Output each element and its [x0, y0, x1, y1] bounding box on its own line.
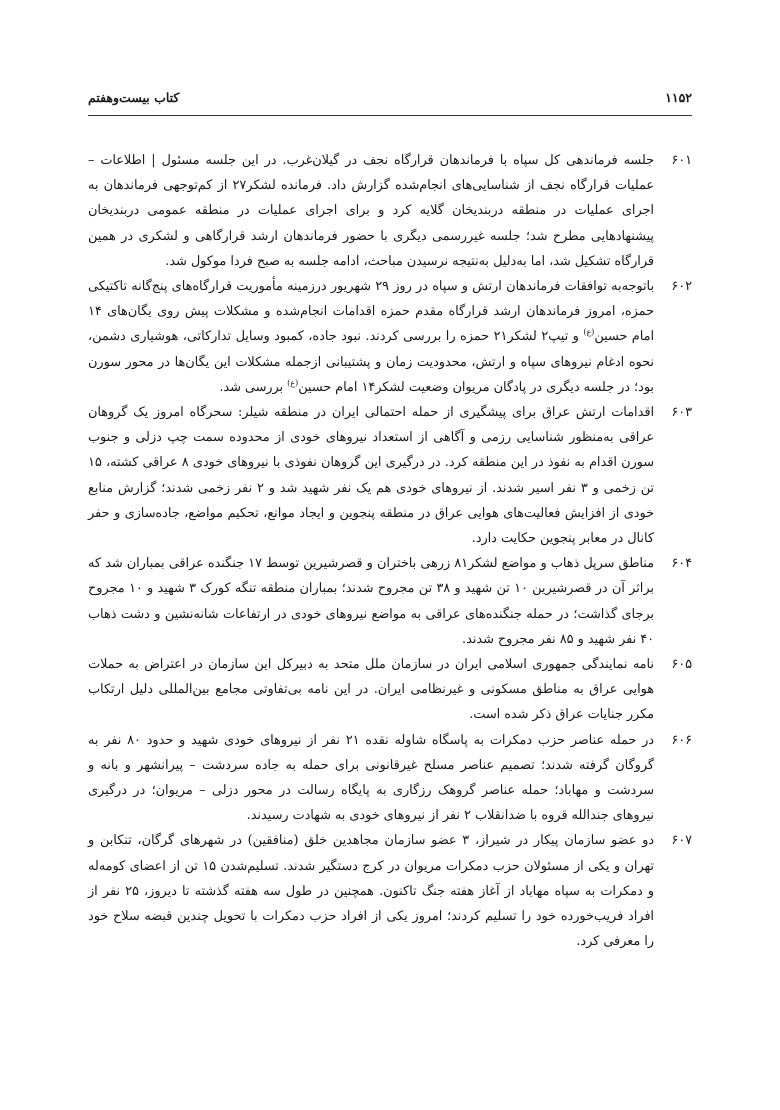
entry-text-part: باتوجه‌به توافقات فرماندهان ارتش و سپاه در روز ۲۹ شهریور درزمینه مأموریت قرارگاه‌های پنج‌گانه تاکتیکی حمزه، امروز فرماندهان ارشد قرارگاه مقدم حمزه اقدامات انجام‌شده و مشکلات پیش روی یگان‌های ۱۴ امام حسین [88, 279, 655, 345]
entry-604 [88, 551, 692, 652]
entry-603 [88, 400, 692, 551]
book-title: کتاب بیست‌وهفتم [88, 90, 180, 105]
entry-number: ۶۰۴ [671, 556, 692, 572]
entry-number: ۶۰۵ [671, 657, 692, 673]
entry-602 [88, 274, 692, 400]
entry-number: ۶۰۷ [671, 833, 692, 849]
entry-601 [88, 148, 692, 274]
entry-text: جلسه فرماندهی کل سپاه با فرماندهان قرارگاه نجف در گیلان‌غرب. در این جلسه مسئول | اطلاعات – عملیات قرارگاه نجف از شناسایی‌های انجام‌شده گزارش داد. فرمانده لشکر۲۷ از کم‌توجهی فرماندهان به اجرای عملیات در منطقه دربندیخان گلایه کرد و برای اجرای عملیات در منطقه عمومی دربندیخان پیشنهادهایی مطرح شد؛ جلسه غیررسمی دیگری با حضور فرماندهان ارشد قرارگاهی و لشکری در همین قرارگاه تشکیل شد، اما به‌دلیل به‌نتیجه نرسیدن مباحث، ادامه جلسه به صبح فردا موکول شد. [88, 153, 654, 269]
entry-number: ۶۰۳ [671, 405, 692, 421]
entry-text: اقدامات ارتش عراق برای پیشگیری از حمله احتمالی ایران در منطقه شیلر: سحرگاه امروز یک گروهان عراقی به‌منظور شناسایی رزمی و آگاهی از استعداد نیروهای خودی از محدوده سمت چپ دزلی و جنوب سورن اقدام به نفوذ در این منطقه کرد. در درگیری این گروهان نفوذی با نیروهای خودی ۸ عراقی کشته، ۱۵ تن زخمی و ۳ نفر اسیر شدند. از نیروهای خودی هم یک نفر شهید شد و ۲ نفر زخمی شدند؛ گزارش منابع خودی از افزایش فعالیت‌های هوایی عراق در منطقه پنجوین و ایجاد موانع، تحکیم مواضع، جاده‌سازی و حفر کانال در معابر پنجوین حکایت دارد. [88, 405, 654, 547]
entry-text-part: بررسی شد. [219, 379, 288, 395]
entry-text: مناطق سرپل ذهاب و مواضع لشکر۸۱ زرهی باختران و قصرشیرین توسط ۱۷ جنگنده عراقی بمباران شد که براثر آن در قصرشیرین ۱۰ تن شهید و ۳۸ تن مجروح شدند؛ بمباران منطقه تنگه کورک ۳ شهید و ۱۰ مجروح برجای گذاشت؛ در حمله جنگنده‌های عراقی به مواضع نیروهای خودی در ارتفاعات شانه‌نشین و دشت ذهاب ۴۰ نفر شهید و ۸۵ نفر مجروح شدند. [88, 556, 655, 647]
entry-607 [88, 828, 692, 954]
honorific-superscript: (ع) [287, 378, 299, 388]
entry-text: نامه نمایندگی جمهوری اسلامی ایران در سازمان ملل متحد به دبیرکل این سازمان در اعتراض به حملات هوایی عراق به مناطق مسکونی و غیرنظامی ایران. در این نامه بی‌تفاوتی مجامع بین‌المللی دلیل ارتکاب مکرر جنایات عراق ذکر شده است. [88, 657, 654, 723]
page-header [88, 86, 692, 112]
chronology-entries [88, 148, 692, 955]
entry-number: ۶۰۲ [671, 279, 692, 295]
header-divider [88, 115, 692, 116]
entry-text-part: و تیپ۲ لشکر۲۱ حمزه را بررسی کردند. نبود جاده، کمبود وسایل تدارکاتی، هوشیاری دشمن، نحوه ادغام نیروهای سپاه و ارتش، محدودیت زمان و پشتیبانی ازجمله مشکلات این یگان‌ها در محور سورن بود؛ در جلسه دیگری در پادگان مریوان وضعیت لشکر۱۴ امام حسین [88, 329, 654, 395]
entry-605 [88, 652, 692, 728]
honorific-superscript: (ع) [583, 328, 595, 338]
page-number: ۱۱۵۲ [665, 90, 692, 105]
entry-606 [88, 728, 692, 829]
entry-number: ۶۰۱ [671, 153, 692, 168]
entry-text: دو عضو سازمان پیکار در شیراز، ۳ عضو سازمان مجاهدین خلق (منافقین) در شهرهای گرگان، تنکابن و تهران و یکی از مسئولان حزب دمکرات مریوان در کرج دستگیر شدند. تسلیم‌شدن ۱۵ تن از اعضای کومه‌له و دمکرات به سپاه مهاباد از آغاز هفته جنگ تاکنون. همچنین در طول سه هفته گذشته تا دیروز، ۲۵ نفر از افراد فریب‌خورده خود را تسلیم کردند؛ امروز یکی از افراد حزب دمکرات با تحویل چندین قبضه سلاح خود را معرفی کرد. [88, 833, 654, 950]
entry-text: در حمله عناصر حزب دمکرات به پاسگاه شاوله نقده ۲۱ نفر از نیروهای خودی شهید و حدود ۸۰ نفر به گروگان گرفته شدند؛ تصمیم عناصر مسلح غیرقانونی برای حمله به جاده سردشت – پیرانشهر و بانه و سردشت و مهاباد؛ حمله عناصر گروهک رزگاری به پایگاه رسالت در محور دزلی – مریوان؛ در درگیری نیروهای جندالله قروه با ضدانقلاب ۲ نفر از نیروهای خودی به شهادت رسیدند. [88, 732, 654, 824]
entry-number: ۶۰۶ [671, 732, 692, 748]
entry-text [88, 274, 654, 400]
